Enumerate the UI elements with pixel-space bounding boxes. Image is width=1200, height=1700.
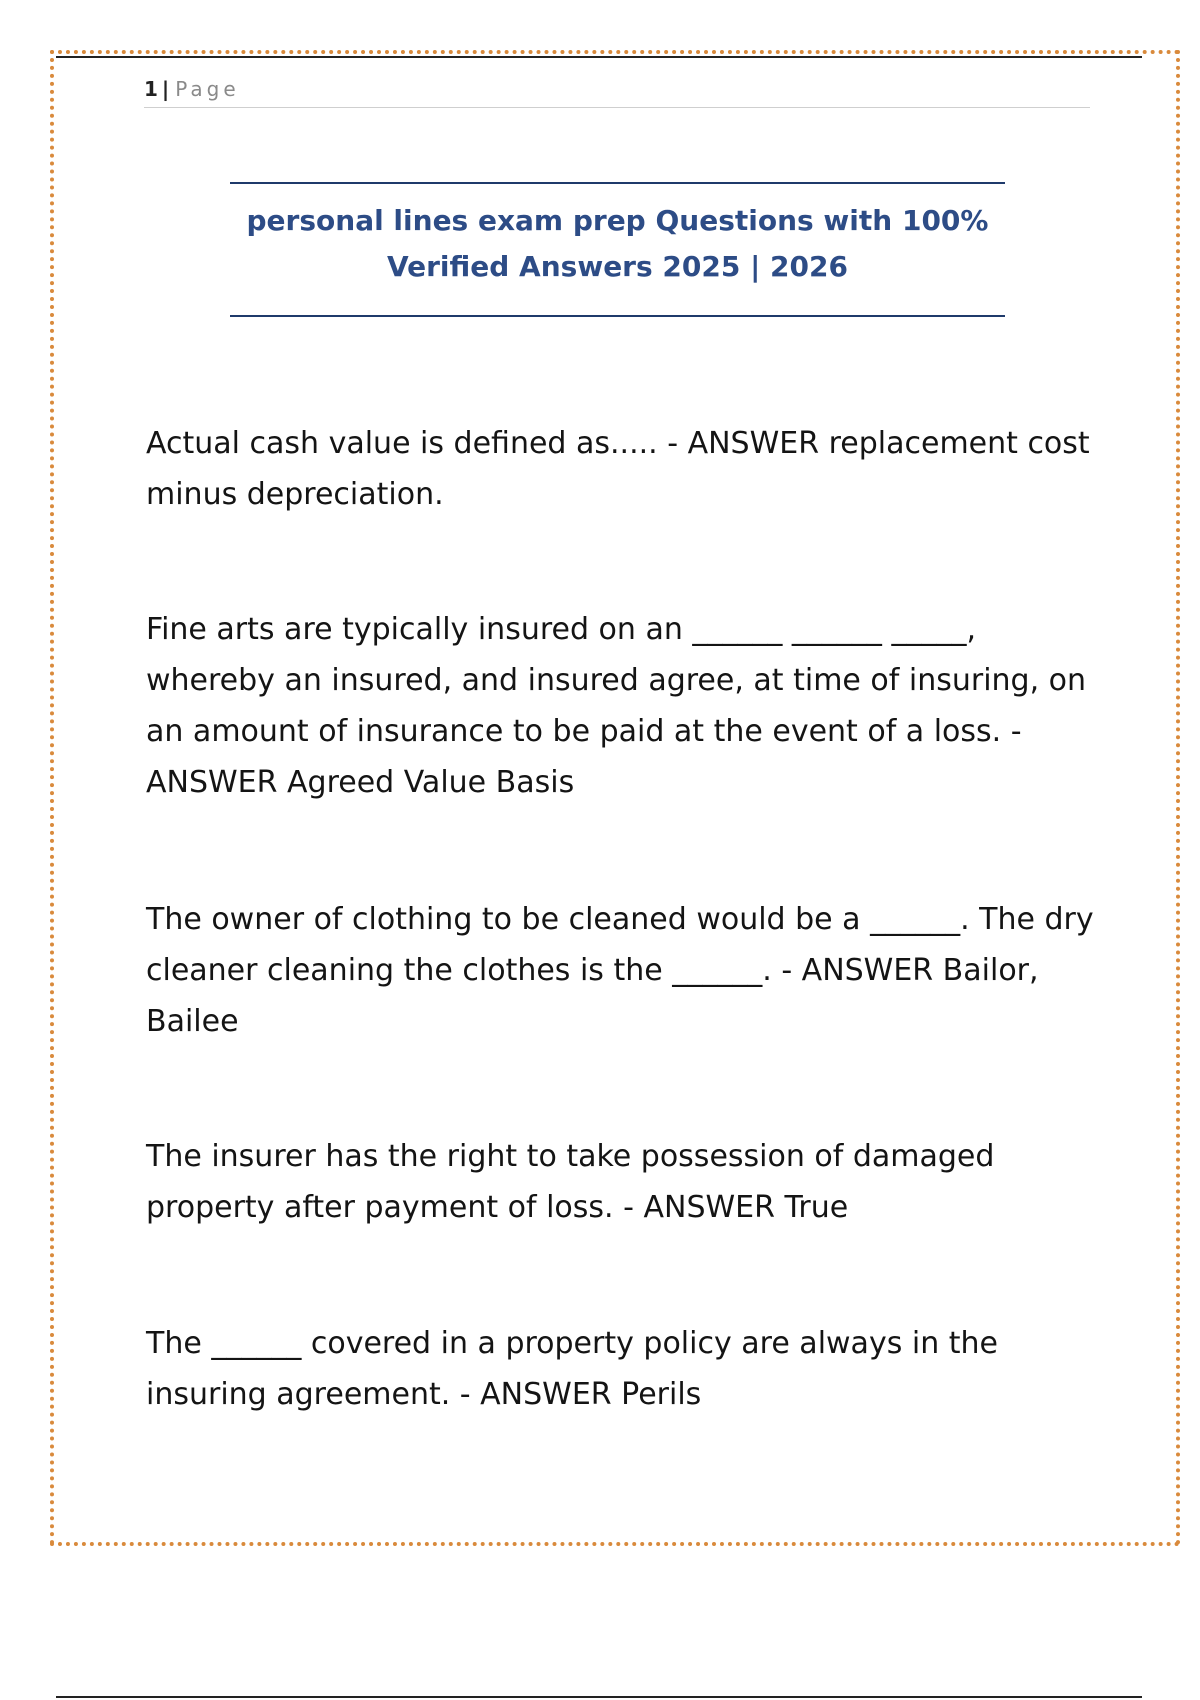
page-label: Page	[175, 77, 240, 101]
title-rule-top	[230, 182, 1005, 184]
page-header	[144, 75, 1090, 108]
bottom-rule	[56, 1696, 1142, 1698]
page-number: 1	[144, 77, 158, 101]
question-answer-1: Actual cash value is defined as..... - ANSWER replacement cost minus depreciation.	[146, 426, 1090, 512]
question-answer-3: The owner of clothing to be cleaned would be a ______. The dry cleaner cleaning the clothes is the ______. - ANSWER Bailor, Bailee	[146, 902, 1094, 1039]
title-line-2: Verified Answers 2025 | 2026	[386, 250, 848, 283]
question-answer-5: The ______ covered in a property policy are always in the insuring agreement. - ANSWER Perils	[146, 1326, 998, 1412]
question-answer-4: The insurer has the right to take possession of damaged property after payment of loss. - ANSWER True	[146, 1139, 995, 1225]
top-rule	[56, 56, 1142, 58]
question-answer-2: Fine arts are typically insured on an ______ ______ _____, whereby an insured, and insured agree, at time of insuring, on an amount of insurance to be paid at the event of a loss. - ANSWER Agreed Value Basis	[146, 612, 1087, 800]
title-rule-bottom	[230, 315, 1005, 317]
title-line-1: personal lines exam prep Questions with 100%	[246, 204, 989, 237]
page-separator: |	[161, 77, 170, 101]
document-title	[230, 198, 1005, 290]
